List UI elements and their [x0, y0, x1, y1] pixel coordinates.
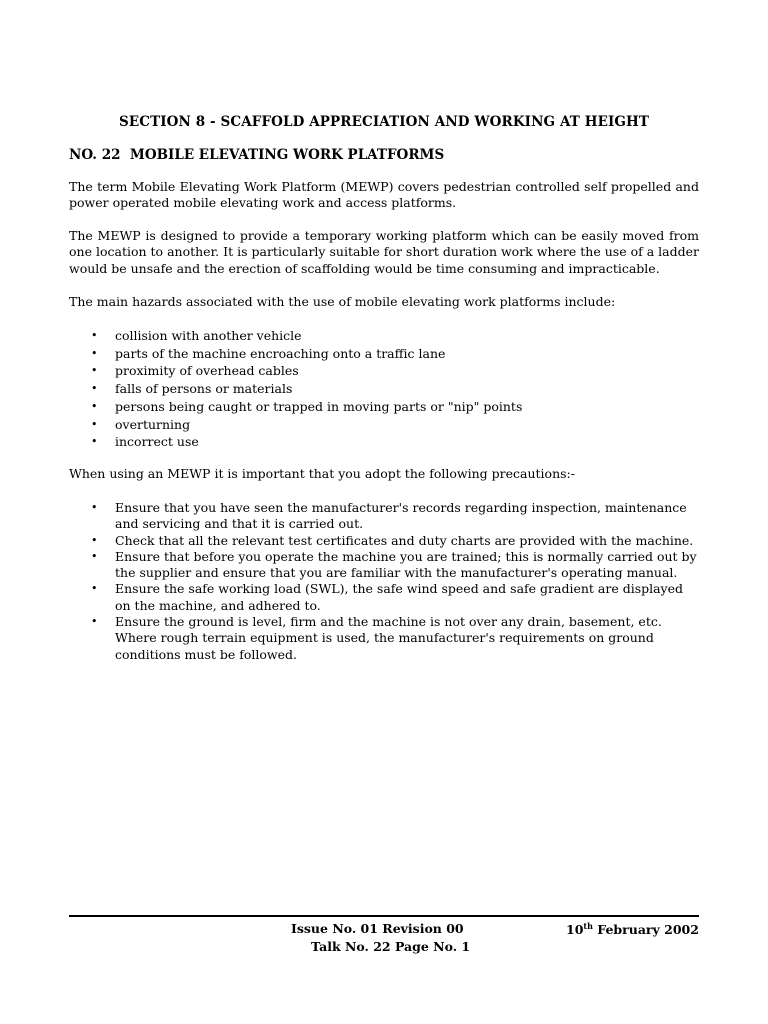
bullet-icon: •	[91, 382, 98, 396]
footer-date	[566, 921, 699, 937]
precaution-text: Ensure that you have seen the manufacturer's records regarding inspection, maintenance and servicing and that it is carried out.	[115, 500, 687, 532]
hazard-text: proximity of overhead cables	[115, 363, 299, 379]
list-item	[69, 345, 699, 363]
footer-talk-page: Talk No. 22 Page No. 1	[311, 939, 471, 954]
hazard-text: persons being caught or trapped in moving parts or "nip" points	[115, 398, 523, 414]
hazard-text: falls of persons or materials	[115, 381, 293, 397]
hazard-text: overturning	[115, 416, 191, 432]
precaution-text: Ensure the ground is level, firm and the machine is not over any drain, basement, etc. Where rough terrain equipment is used, the manufacturer's requirements on ground conditions must be followed.	[115, 614, 662, 662]
document-page	[69, 0, 699, 1024]
hazard-text: incorrect use	[115, 434, 199, 450]
purpose-paragraph: The MEWP is designed to provide a temporary working platform which can be easily moved from one location to another. It is particularly suitable for short duration work where the use of a ladder would be unsafe and the erection of scaffolding would be time consuming and impracticable.	[69, 228, 699, 276]
bullet-icon: •	[91, 615, 98, 629]
precautions-intro-paragraph: When using an MEWP it is important that you adopt the following precautions:-	[69, 466, 575, 481]
list-item	[69, 433, 699, 451]
bullet-icon: •	[91, 364, 98, 378]
list-item	[69, 380, 699, 398]
list-item	[69, 398, 699, 416]
hazard-list	[69, 327, 699, 451]
bullet-icon: •	[91, 417, 98, 431]
list-item	[69, 500, 699, 533]
footer-divider	[69, 915, 699, 917]
list-item	[69, 581, 699, 614]
list-item	[69, 549, 699, 582]
precaution-list	[69, 500, 699, 663]
talk-title: NO. 22 MOBILE ELEVATING WORK PLATFORMS	[69, 147, 445, 163]
bullet-icon: •	[91, 533, 98, 547]
precaution-text: Ensure the safe working load (SWL), the safe wind speed and safe gradient are displayed on the machine, and adhered to.	[115, 581, 684, 613]
bullet-icon: •	[91, 501, 98, 514]
list-item	[69, 362, 699, 380]
precaution-text: Ensure that before you operate the machine you are trained; this is normally carried out by the supplier and ensure that you are familiar with the manufacturer's operating manual.	[115, 548, 697, 581]
bullet-icon: •	[91, 582, 98, 596]
date-day: 10	[566, 922, 584, 937]
bullet-icon: •	[91, 435, 98, 449]
section-title: SECTION 8 - SCAFFOLD APPRECIATION AND WORKING AT HEIGHT	[118, 114, 650, 130]
hazards-intro-paragraph: The main hazards associated with the use of mobile elevating work platforms include:	[69, 294, 616, 309]
list-item	[69, 327, 699, 345]
bullet-icon: •	[91, 549, 98, 563]
bullet-icon: •	[91, 329, 98, 342]
date-suffix: th	[583, 921, 593, 931]
hazard-text: parts of the machine encroaching onto a traffic lane	[115, 345, 446, 361]
hazard-text: collision with another vehicle	[115, 328, 302, 343]
bullet-icon: •	[91, 346, 98, 360]
list-item	[69, 416, 699, 434]
bullet-icon: •	[91, 399, 98, 413]
date-rest: February 2002	[592, 922, 699, 937]
list-item	[69, 533, 699, 549]
list-item	[69, 614, 699, 663]
intro-paragraph: The term Mobile Elevating Work Platform (MEWP) covers pedestrian controlled self propelled and power operated mobile elevating work and access platforms.	[69, 179, 699, 211]
precaution-text: Check that all the relevant test certificates and duty charts are provided with the machine.	[115, 532, 694, 548]
footer-issue: Issue No. 01 Revision 00	[291, 921, 464, 936]
